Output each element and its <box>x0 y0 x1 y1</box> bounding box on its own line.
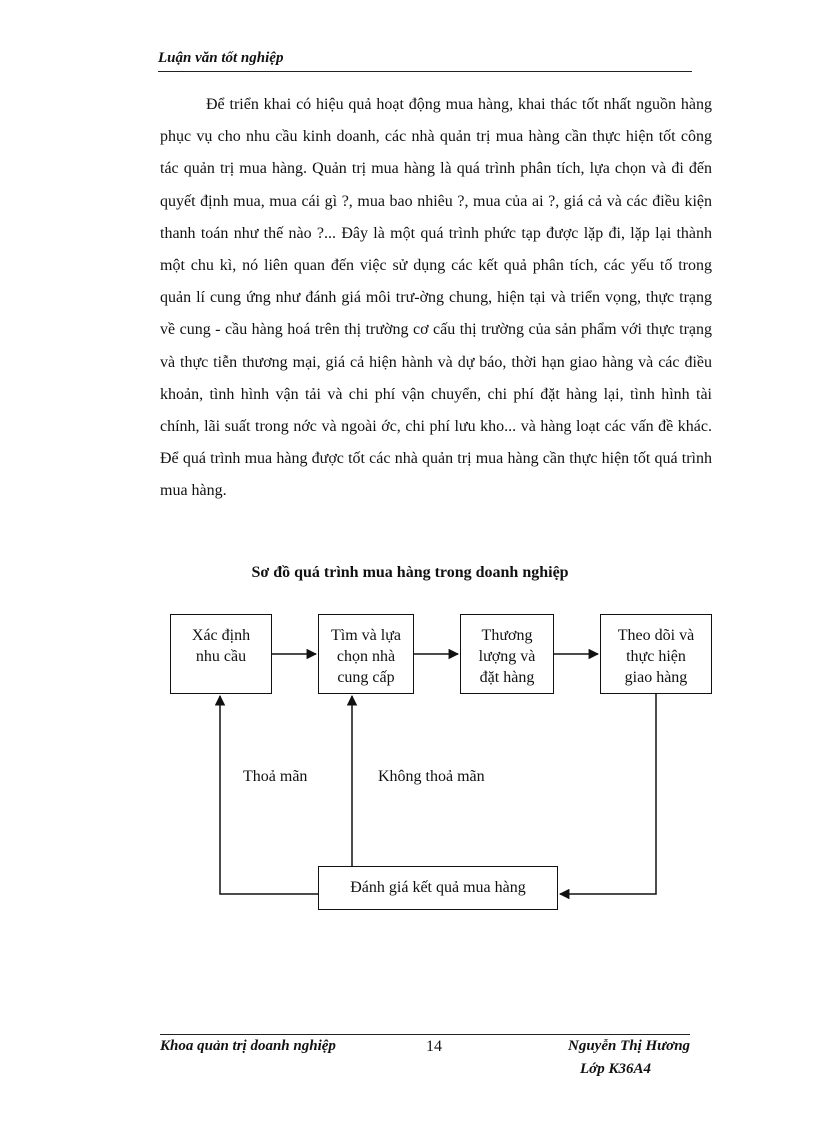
footer-department: Khoa quản trị doanh nghiệp <box>160 1038 336 1054</box>
satisfied-label: Thoả mãn <box>243 768 308 785</box>
diagram-title: Sơ đồ quá trình mua hàng trong doanh nghiệp <box>251 564 569 581</box>
header-title: Luận văn tốt nghiệp <box>158 50 284 66</box>
unsatisfied-label: Không thoả mãn <box>378 768 485 785</box>
footer-author: Nguyễn Thị Hương <box>568 1038 691 1054</box>
step-identify-needs-label: Xác định nhu cầu <box>191 627 251 665</box>
arrow-track-to-evaluate <box>560 694 656 894</box>
footer-class: Lớp K36A4 <box>580 1061 651 1077</box>
arrow-evaluate-to-identify <box>220 696 318 894</box>
step-evaluate-results-label: Đánh giá kết quả mua hàng <box>350 879 526 896</box>
body-paragraph: Để triển khai có hiệu quả hoạt động mua hàng, khai thác tốt nhất nguồn hàng phục vụ cho nhu cầu kinh doanh, các nhà quản trị mua hàng cần thực hiện tốt công tác quản trị mua hàng. Quản trị mua hàng là quá trình phân tích, lựa chọn và đi đến quyết định mua, mua cái gì ?, mua bao nhiêu ?, mua của ai ?, giá cả và các điều kiện thanh toán như thế nào ?... Đây là một quá trình phức tạp được lặp đi, lặp lại thành một chu kì, nó liên quan đến việc sử dụng các kết quả phân tích, các yếu tố trong quản lí cung ứng như đánh giá môi trư-ờng chung, hiện tại và triển vọng, thực trạng về cung - cầu hàng hoá trên thị trường cơ cấu thị trường của sản phẩm với thực trạng và thực tiễn thương mại, giá cả hiện hành và dự báo, thời hạn giao hàng và các điều khoản, tình hình vận tải và chi phí vận chuyển, chi phí đặt hàng lại, tình hình tài chính, lãi suất trong nớc và ngoài ớc, chi phí lưu kho... và hàng loạt các vấn đề khác. Để quá trình mua hàng được tốt các nhà quản trị mua hàng cần thực hiện tốt quá trình mua hàng. <box>160 96 712 500</box>
step-negotiate-order-label: Thương lượng và đặt hàng <box>478 627 536 686</box>
page-number: 14 <box>426 1038 442 1055</box>
step-track-delivery-label: Theo dõi và thực hiện giao hàng <box>617 627 695 686</box>
footer-divider <box>160 1034 690 1035</box>
step-select-supplier-label: Tìm và lựa chọn nhà cung cấp <box>331 627 401 686</box>
